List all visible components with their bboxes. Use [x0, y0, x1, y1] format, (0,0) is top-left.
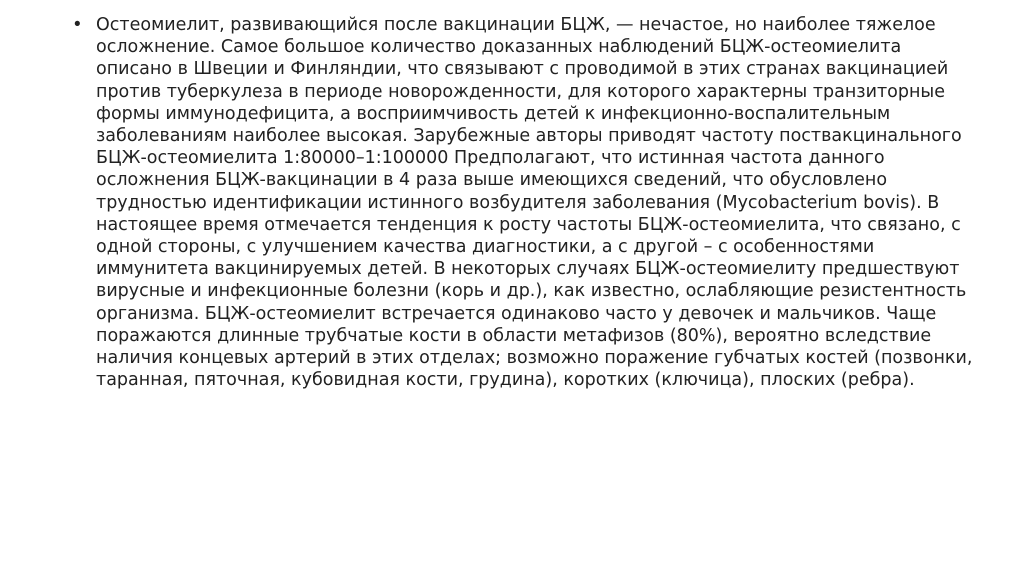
bullet-text: Остеомиелит, развивающийся после вакцинации БЦЖ, — нечастое, но наиболее тяжелое осложнение. Самое большое количество доказанных наблюдений БЦЖ-остеомиелита описано в Швеции и Финляндии, что связывают с проводимой в этих странах вакцинацией против туберкулеза в периоде новорожденности, для которого характерны транзиторные формы иммунодефицита, а восприимчивость детей к инфекционно-воспалительным заболеваниям наиболее высокая. Зарубежные авторы приводят частоту поствакцинального БЦЖ-остеомиелита 1:80000–1:100000 Предполагают, что истинная частота данного осложнения БЦЖ-вакцинации в 4 раза выше имеющихся сведений, что обусловлено трудностью идентификации истинного возбудителя заболевания (Mycobacterium bovis). В настоящее время отмечается тенденция к росту частоты БЦЖ-остеомиелита, что связано, с одной стороны, с улучшением качества диагностики, а с другой – с особенностями иммунитета вакцинируемых детей. В некоторых случаях БЦЖ-остеомиелиту предшествуют вирусные и инфекционные болезни (корь и др.), как известно, ослабляющие резистентность организма. БЦЖ-остеомиелит встречается одинаково часто у девочек и мальчиков. Чаще поражаются длинные трубчатые кости в области метафизов (80%), вероятно вследствие наличия концевых артерий в этих отделах; возможно поражение губчатых костей (позвонки, таранная, пяточная, кубовидная кости, грудина), коротких (ключица), плоских (ребра). [96, 15, 973, 391]
bullet-item [74, 14, 974, 391]
bullet-list [74, 14, 974, 391]
bullet-icon: • [74, 14, 81, 35]
